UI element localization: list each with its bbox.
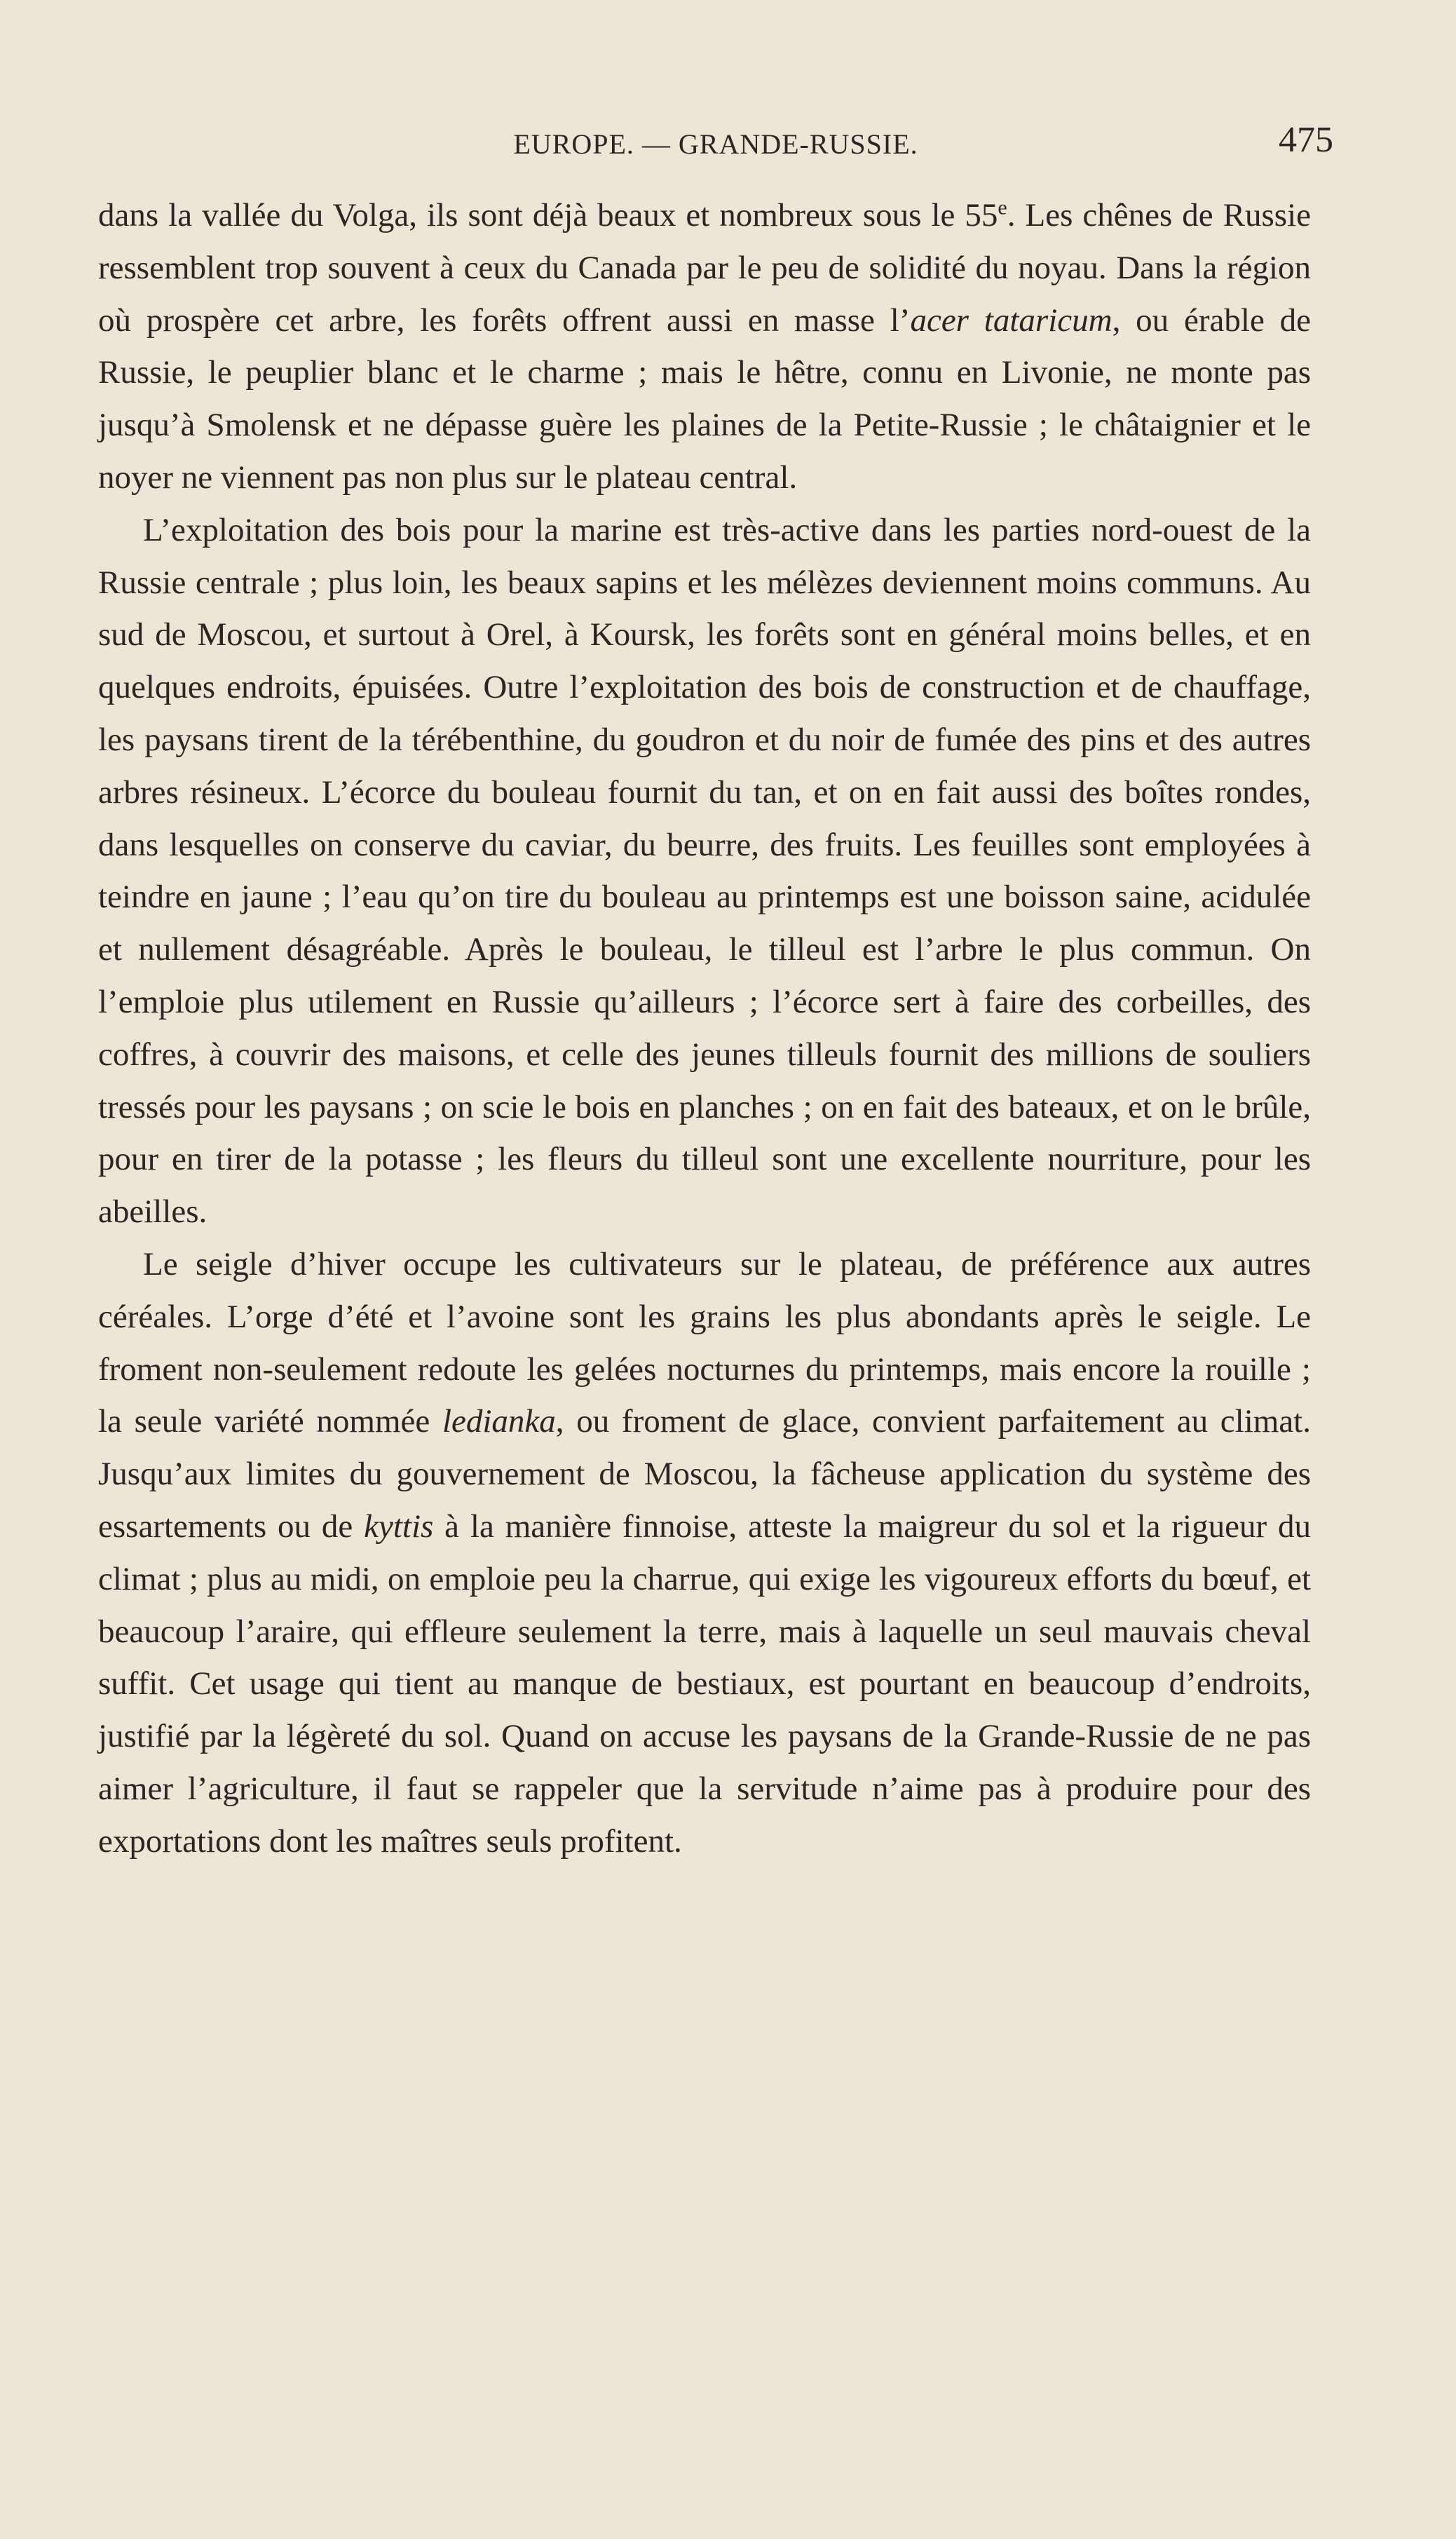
paragraph <box>98 1238 1311 1868</box>
text-segment: e <box>998 196 1007 219</box>
italic-term: acer tataricum <box>910 302 1113 339</box>
italic-term: ledianka <box>442 1403 556 1440</box>
text-segment: à la manière finnoise, atteste la maigreur du sol et la rigueur du climat ; plus au midi, on emploie peu la charrue, qui exige les vigoureux efforts du bœuf, et beaucoup l’araire, qui effleure seulement la terre, mais à laquelle un seul mauvais cheval suffit. Cet usage qui tient au manque de bestiaux, est pourtant en beaucoup d’endroits, justifié par la légèreté du sol. Quand on accuse les paysans de la Grande-Russie de ne pas aimer l’agriculture, il faut se rappeler que la servitude n’aime pas à produire pour des exportations dont les maîtres seuls profitent. <box>98 1508 1311 1860</box>
text-segment: . Les chênes de Russie ressemblent trop souvent à ceux du Canada par le peu de solidité du noyau. Dans la région où prospère cet arbre, les forêts offrent aussi en masse l’ <box>98 197 1312 339</box>
body-text <box>98 189 1311 1868</box>
text-segment: L’exploitation des bois pour la marine est très-active dans les parties nord-ouest de la Russie centrale ; plus loin, les beaux sapins et les mélèzes deviennent moins communs. Au sud de Moscou, et surtout à Orel, à Koursk, les forêts sont en général moins belles, et en quelques endroits, épuisées. Outre l’exploitation des bois de construction et de chauffage, les paysans tirent de la térébenthine, du goudron et du noir de fumée des pins et des autres arbres résineux. L’écorce du bouleau fournit du tan, et on en fait aussi des boîtes rondes, dans lesquelles on conserve du caviar, du beurre, des fruits. Les feuilles sont employées à teindre en jaune ; l’eau qu’on tire du bouleau au printemps est une boisson saine, acidulée et nullement désagréable. Après le bouleau, le tilleul est l’arbre le plus commun. On l’emploie plus utilement en Russie qu’ailleurs ; l’écorce sert à faire des corbeilles, des coffres, à couvrir des maisons, et celle des jeunes tilleuls fournit des millions de souliers tressés pour les paysans ; on scie le bois en planches ; on en fait des bateaux, et on le brûle, pour en tirer de la potasse ; les fleurs du tilleul sont une excellente nourriture, pour les abeilles. <box>98 511 1311 1231</box>
text-segment: , ou froment de glace, convient parfaitement au climat. Jusqu’aux limites du gouvernement de Moscou, la fâcheuse application du système des essartements ou de <box>98 1403 1311 1545</box>
paragraph <box>98 189 1311 504</box>
running-head: EUROPE. — GRANDE-RUSSIE. <box>513 128 918 160</box>
italic-term: kyttis <box>364 1508 434 1545</box>
page-header <box>98 119 1333 182</box>
page-number: 475 <box>1279 120 1333 160</box>
paragraph <box>98 504 1311 1238</box>
text-segment: , ou érable de Russie, le peuplier blanc et le charme ; mais le hêtre, connu en Livonie, ne monte pas jusqu’à Smolensk et ne dépasse guère les plaines de la Petite-Russie ; le châtaignier et le noyer ne viennent pas non plus sur le plateau central. <box>98 302 1312 496</box>
text-segment: Le seigle d’hiver occupe les cultivateurs sur le plateau, de préférence aux autres céréales. L’orge d’été et l’avoine sont les grains les plus abondants après le seigle. Le froment non-seulement redoute les gelées nocturnes du printemps, mais encore la rouille ; la seule variété nommée <box>98 1245 1311 1440</box>
text-segment: dans la vallée du Volga, ils sont déjà beaux et nombreux sous le 55 <box>98 197 998 233</box>
